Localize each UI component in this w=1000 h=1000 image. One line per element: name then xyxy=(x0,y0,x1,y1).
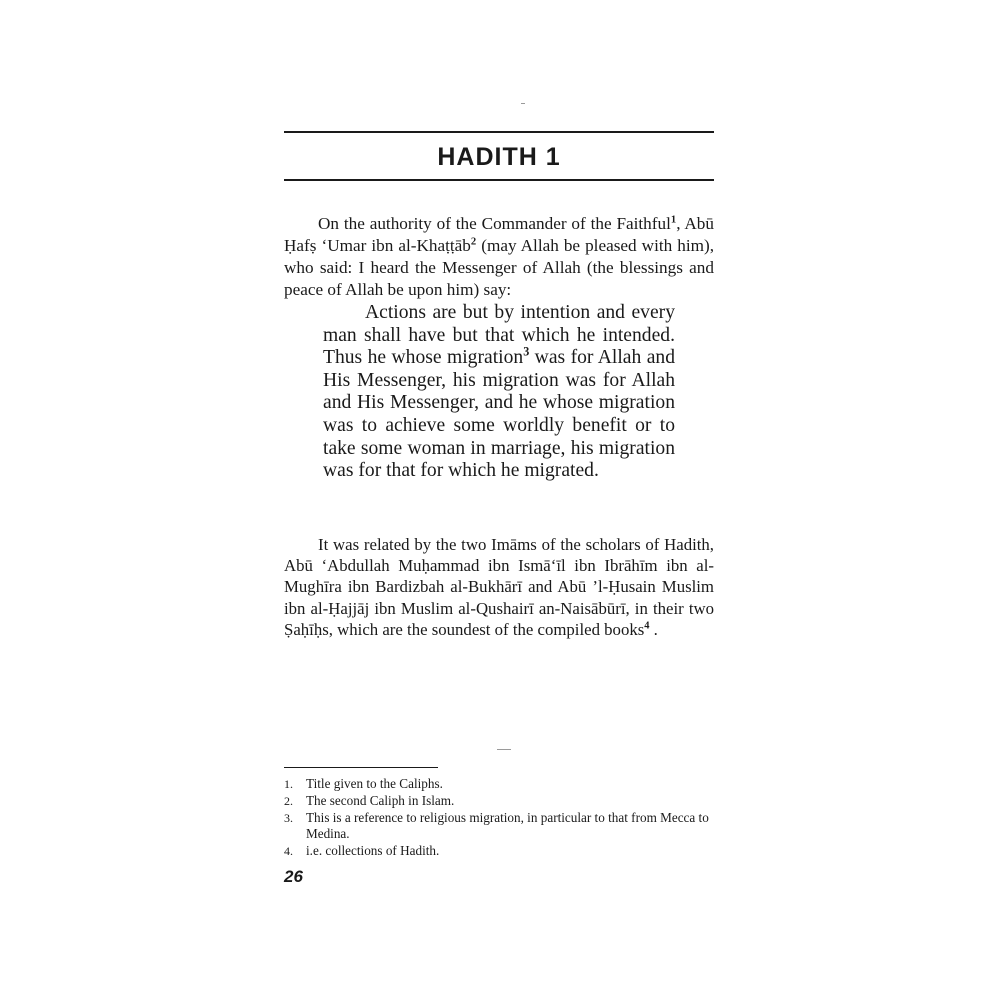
relation-text: . xyxy=(649,619,658,639)
footnote-text: Title given to the Caliphs. xyxy=(306,776,443,791)
heading-top-rule xyxy=(284,131,714,133)
intro-text: On the authority of the Commander of the Faithful xyxy=(318,214,671,233)
intro-text: (may Allah be pleased with him), who said: I heard the Messenger of Allah (the blessings and peace of Allah be upon him) say: xyxy=(284,236,714,299)
footnote-item xyxy=(284,776,716,793)
heading-bottom-rule xyxy=(284,179,714,181)
relation-text: It was related by the two Imāms of the scholars of Hadith, Abū ‘Abdullah Muḥammad ibn Ismā‘īl ibn Ibrāhīm ibn al-Mughīra ibn Bardizbah al-Bukhārī and Abū ’l-Ḥusain Muslim ibn al-Ḥajjāj ibn Muslim al-Qushairī an-Naisābūrī, in their two Ṣaḥīḥs, which are the soundest of the compiled books xyxy=(284,535,714,639)
relation-paragraph xyxy=(284,534,714,640)
footnote-text: The second Caliph in Islam. xyxy=(306,792,455,808)
footnote-number: 2. xyxy=(284,793,293,808)
footnote-item xyxy=(284,793,716,810)
footnote-text: i.e. collections of Hadith. xyxy=(306,843,440,859)
footnote-number: 3. xyxy=(284,810,293,825)
footnote-ref-1: 1 xyxy=(670,214,677,226)
footnote-ref-2: 2 xyxy=(470,236,477,248)
quote-text: Actions are but by intention and every man shall have but that which he intended. Thus he whose migration xyxy=(323,302,675,369)
page-speck xyxy=(497,749,511,750)
footnote-ref-4: 4 xyxy=(644,620,650,632)
page-number: 26 xyxy=(284,867,303,886)
footnote-item xyxy=(284,810,716,844)
footnote-ref-3: 3 xyxy=(523,344,530,359)
hadith-quote xyxy=(323,302,675,483)
footnotes-list xyxy=(284,776,716,860)
footnote-number: 1. xyxy=(284,777,293,791)
footnote-number: 4. xyxy=(284,844,293,859)
hadith-heading: HADITH 1 xyxy=(437,143,561,171)
intro-paragraph xyxy=(284,213,714,301)
intro-text: , Abū Ḥafṣ ‘Umar ibn al-Khaṭṭāb xyxy=(284,214,714,255)
footnote-item xyxy=(284,843,716,860)
footnote-separator xyxy=(284,767,438,768)
footnote-text: This is a reference to religious migration, in particular to that from Mecca to Medina. xyxy=(306,809,709,842)
page-speck xyxy=(521,103,525,104)
quote-text: was for Allah and His Messenger, his migration was for Allah and His Messenger, and he whose migration was to achieve some worldly benefit or to take some woman in marriage, his migration was for that for which he migrated. xyxy=(323,347,675,482)
